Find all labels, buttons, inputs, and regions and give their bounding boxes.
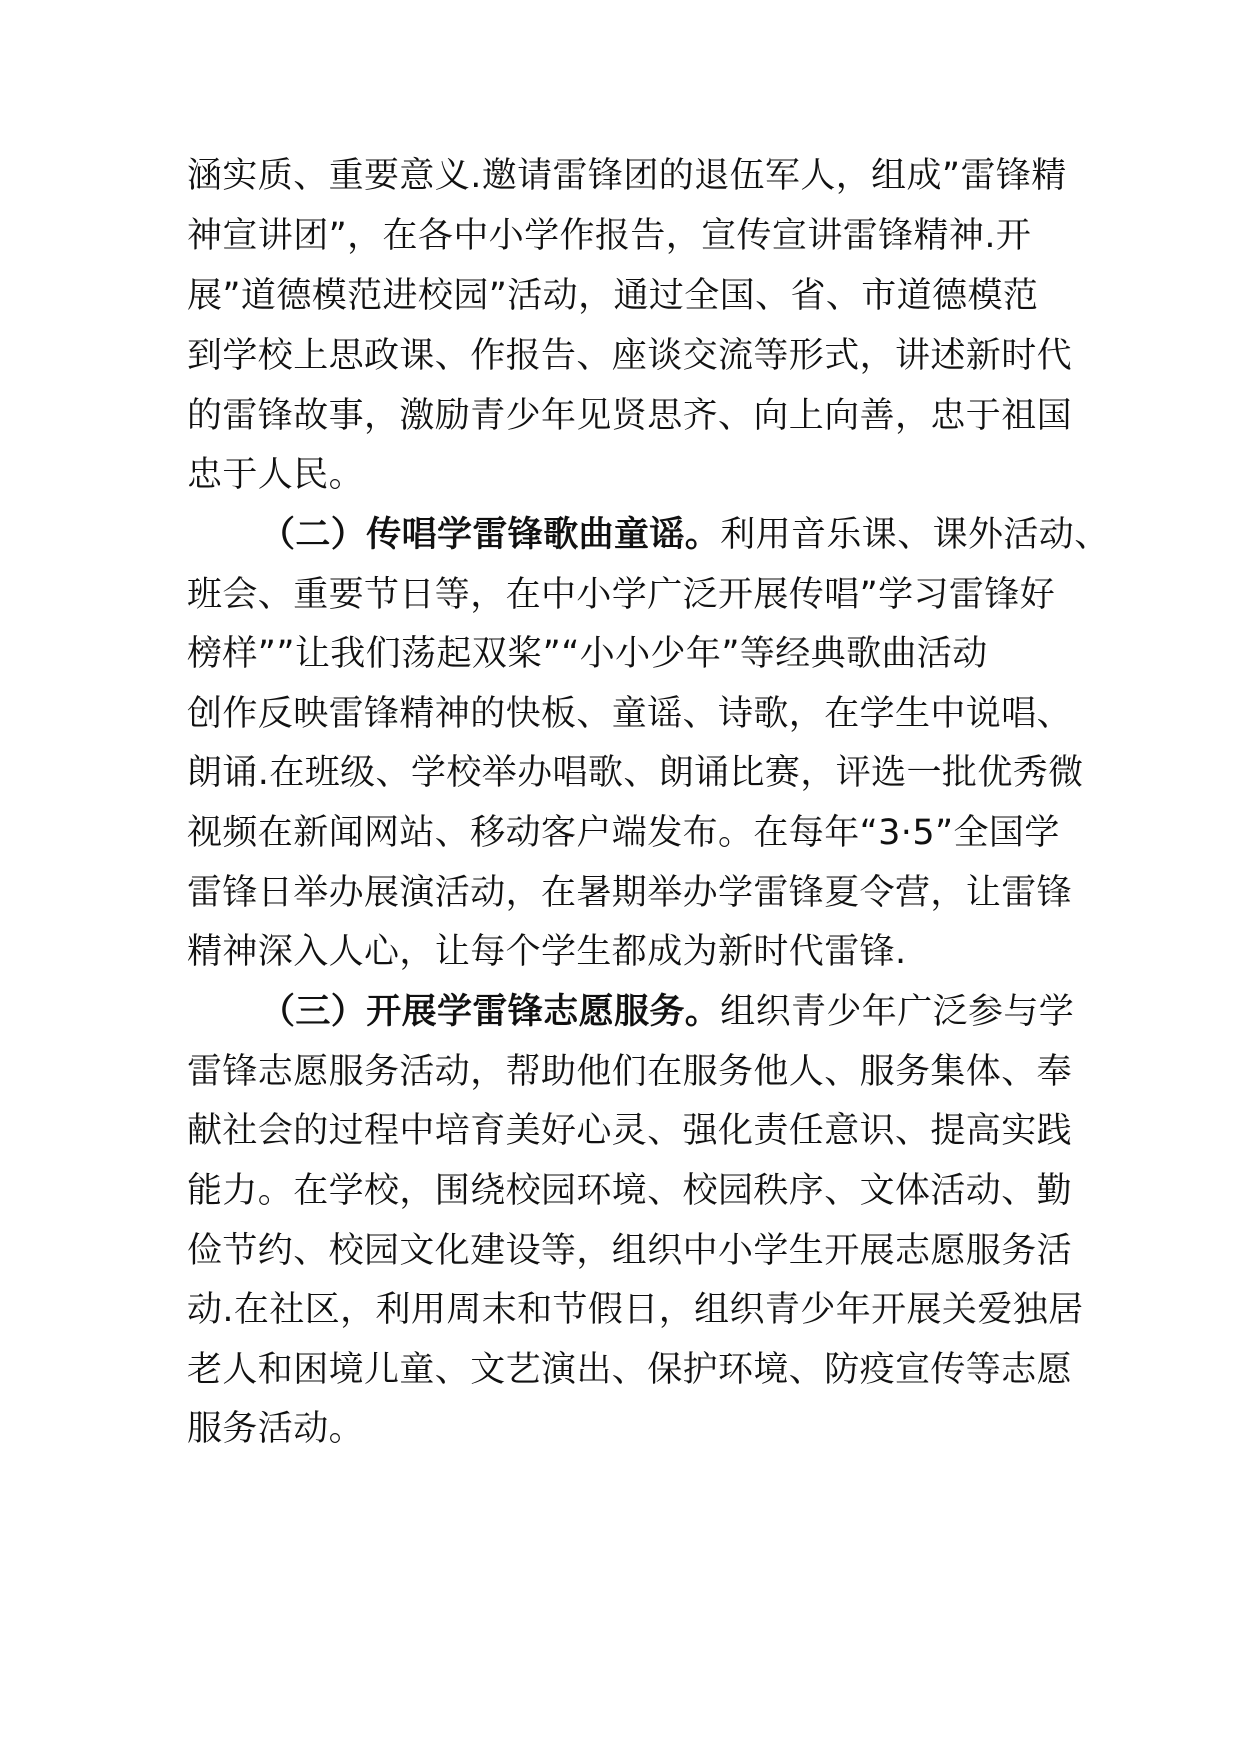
body-text-line: 班会、重要节日等，在中小学广泛开展传唱”学习雷锋好 (187, 575, 1056, 615)
section-2-heading: （二）传唱学雷锋歌曲童谣。 (260, 515, 721, 555)
body-text-line: 俭节约、校园文化建设等，组织中小学生开展志愿服务活 (187, 1231, 1073, 1271)
body-text-line: 动.在社区，利用周末和节假日，组织青少年开展关爱独居 (187, 1290, 1084, 1330)
body-text-line: 展”道德模范进校园”活动，通过全国、省、市道德模范 (187, 276, 1039, 316)
body-text: 组织青少年广泛参与学 (720, 992, 1075, 1032)
body-text: 利用音乐课、课外活动、 (720, 515, 1110, 555)
section-3-first-line (260, 989, 1074, 1035)
body-text-line: 的雷锋故事，激励青少年见贤思齐、向上向善，忠于祖国 (187, 396, 1073, 436)
body-text-line: 献社会的过程中培育美好心灵、强化责任意识、提高实践 (187, 1111, 1073, 1151)
body-text-line: 能力。在学校，围绕校园环境、校园秩序、文体活动、勤 (187, 1171, 1073, 1211)
section-2-first-line (260, 512, 1110, 558)
body-text-line: 创作反映雷锋精神的快板、童谣、诗歌，在学生中说唱、 (187, 694, 1073, 734)
section-3-heading: （三）开展学雷锋志愿服务。 (260, 992, 721, 1032)
body-text-line: 雷锋日举办展演活动，在暑期举办学雷锋夏令营，让雷锋 (187, 873, 1073, 913)
body-text-line: 朗诵.在班级、学校举办唱歌、朗诵比赛，评选一批优秀微 (187, 753, 1084, 793)
body-text-line: 老人和困境儿童、文艺演出、保护环境、防疫宣传等志愿 (187, 1350, 1073, 1390)
body-text-line: 视频在新闻网站、移动客户端发布。在每年“3·5”全国学 (187, 813, 1060, 853)
body-text-line: 忠于人民。 (187, 455, 365, 495)
body-text-line: 服务活动。 (187, 1409, 365, 1449)
body-text-line: 精神深入人心，让每个学生都成为新时代雷锋. (187, 932, 907, 972)
body-text-line: 涵实质、重要意义.邀请雷锋团的退伍军人，组成”雷锋精 (187, 156, 1067, 196)
body-text-line: 神宣讲团”，在各中小学作报告，宣传宣讲雷锋精神.开 (187, 216, 1032, 256)
body-text-line: 雷锋志愿服务活动，帮助他们在服务他人、服务集体、奉 (187, 1052, 1073, 1092)
body-text-line: 榜样””让我们荡起双桨”“小小少年”等经典歌曲活动 (187, 634, 988, 674)
body-text-line: 到学校上思政课、作报告、座谈交流等形式，讲述新时代 (187, 336, 1073, 376)
